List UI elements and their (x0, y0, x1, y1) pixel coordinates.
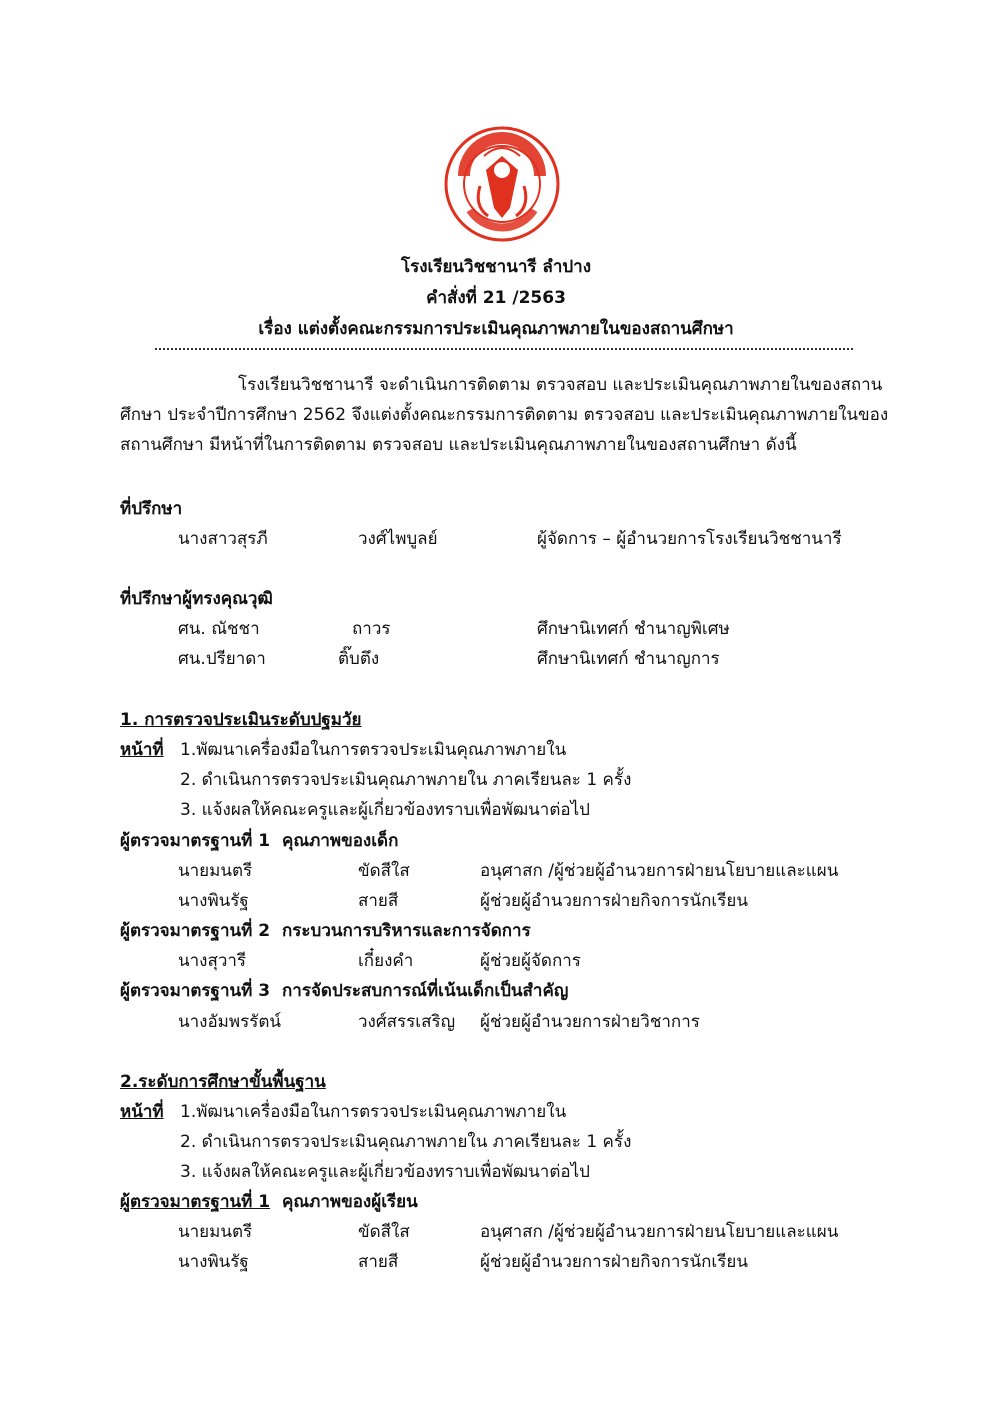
person-last-name: สายสี (358, 1252, 399, 1272)
school-name: โรงเรียนวิชชานารี ลำปาง (400, 257, 592, 277)
person-role: ผู้ช่วยผู้อำนวยการฝ่ายกิจการนักเรียน (480, 891, 748, 911)
person-role: ผู้จัดการ – ผู้อำนวยการโรงเรียนวิชชานารี (537, 529, 842, 549)
person-first-name: นายมนตรี (178, 1222, 253, 1242)
standard-title: คุณภาพของเด็ก (282, 831, 399, 851)
person-first-name: ศน. ณัชชา (178, 619, 260, 639)
standard-label: ผู้ตรวจมาตรฐานที่ 2 (120, 921, 271, 941)
person-role: อนุศาสก /ผู้ช่วยผู้อำนวยการฝ่ายนโยบายและแผน (480, 861, 839, 881)
section2-heading: 2.ระดับการศึกษาขั้นพื้นฐาน (120, 1072, 326, 1092)
section1-duty-2: 2. ดำเนินการตรวจประเมินคุณภาพภายใน ภาคเรียนละ 1 ครั้ง (180, 770, 632, 790)
person-last-name: ติ๊บตึง (338, 649, 380, 669)
person-last-name: ขัดสีใส (358, 861, 410, 881)
section2-duty-2: 2. ดำเนินการตรวจประเมินคุณภาพภายใน ภาคเรียนละ 1 ครั้ง (180, 1132, 632, 1152)
expert-heading: ที่ปรึกษาผู้ทรงคุณวุฒิ (120, 589, 273, 609)
person-role: ผู้ช่วยผู้จัดการ (480, 951, 581, 971)
person-last-name: วงศ์สรรเสริญ (358, 1012, 456, 1032)
person-last-name: ถาวร (352, 619, 391, 639)
standard-title: กระบวนการบริหารและการจัดการ (282, 921, 531, 941)
section2-duty-3: 3. แจ้งผลให้คณะครูและผู้เกี่ยวข้องทราบเพื่อพัฒนาต่อไป (180, 1162, 590, 1182)
advisor-heading: ที่ปรึกษา (120, 499, 183, 519)
intro-text: โรงเรียนวิชชานารี จะดำเนินการติดตาม ตรวจสอบ และประเมินคุณภาพภายในของสถานศึกษา ประจำปีการศึกษา 2562 จึงแต่งตั้งคณะกรรมการติดตาม ตรวจสอบ และประเมินคุณภาพภายในของสถานศึกษา มีหน้าที่ในการติดตาม ตรวจสอบ และประเมินคุณภาพภายในของสถานศึกษา ดังนี้ (120, 375, 889, 455)
section1-heading: 1. การตรวจประเมินระดับปฐมวัย (120, 710, 362, 730)
person-first-name: ศน.ปรียาดา (178, 649, 266, 669)
person-role: ศึกษานิเทศก์ ชำนาญการ (537, 649, 720, 669)
person-role: อนุศาสก /ผู้ช่วยผู้อำนวยการฝ่ายนโยบายและแผน (480, 1222, 839, 1242)
person-first-name: นางสุวารี (178, 951, 247, 971)
standard-label: ผู้ตรวจมาตรฐานที่ 1 (120, 1192, 271, 1212)
intro-paragraph (120, 370, 890, 460)
person-role: ผู้ช่วยผู้อำนวยการฝ่ายวิชาการ (480, 1012, 700, 1032)
section1-duty-1: 1.พัฒนาเครื่องมือในการตรวจประเมินคุณภาพภายใน (180, 740, 567, 760)
person-first-name: นางอัมพรรัตน์ (178, 1012, 282, 1032)
person-first-name: นางพินรัฐ (178, 891, 249, 911)
person-first-name: นายมนตรี (178, 861, 253, 881)
person-role: ศึกษานิเทศก์ ชำนาญพิเศษ (537, 619, 730, 639)
standard-title: การจัดประสบการณ์ที่เน้นเด็กเป็นสำคัญ (282, 981, 569, 1001)
person-first-name: นางสาวสุรภี (178, 529, 268, 549)
person-last-name: ขัดสีใส (358, 1222, 410, 1242)
standard-label: ผู้ตรวจมาตรฐานที่ 3 (120, 981, 271, 1001)
order-subject: เรื่อง แต่งตั้งคณะกรรมการประเมินคุณภาพภายในของสถานศึกษา (258, 319, 734, 339)
person-last-name: วงศ์ไพบูลย์ (358, 529, 438, 549)
person-role: ผู้ช่วยผู้อำนวยการฝ่ายกิจการนักเรียน (480, 1252, 748, 1272)
standard-title: คุณภาพของผู้เรียน (282, 1192, 418, 1212)
person-last-name: สายสี (358, 891, 399, 911)
person-last-name: เกี๋ยงคำ (358, 951, 414, 971)
section2-duty-label: หน้าที่ (120, 1102, 164, 1122)
person-first-name: นางพินรัฐ (178, 1252, 249, 1272)
section2-duty-1: 1.พัฒนาเครื่องมือในการตรวจประเมินคุณภาพภายใน (180, 1102, 567, 1122)
section1-duty-label: หน้าที่ (120, 740, 164, 760)
order-number: คำสั่งที่ 21 /2563 (426, 288, 566, 308)
section1-duty-3: 3. แจ้งผลให้คณะครูและผู้เกี่ยวข้องทราบเพื่อพัฒนาต่อไป (180, 800, 590, 820)
dotted-divider (155, 348, 853, 350)
school-seal-logo (444, 126, 560, 242)
standard-label: ผู้ตรวจมาตรฐานที่ 1 (120, 831, 271, 851)
